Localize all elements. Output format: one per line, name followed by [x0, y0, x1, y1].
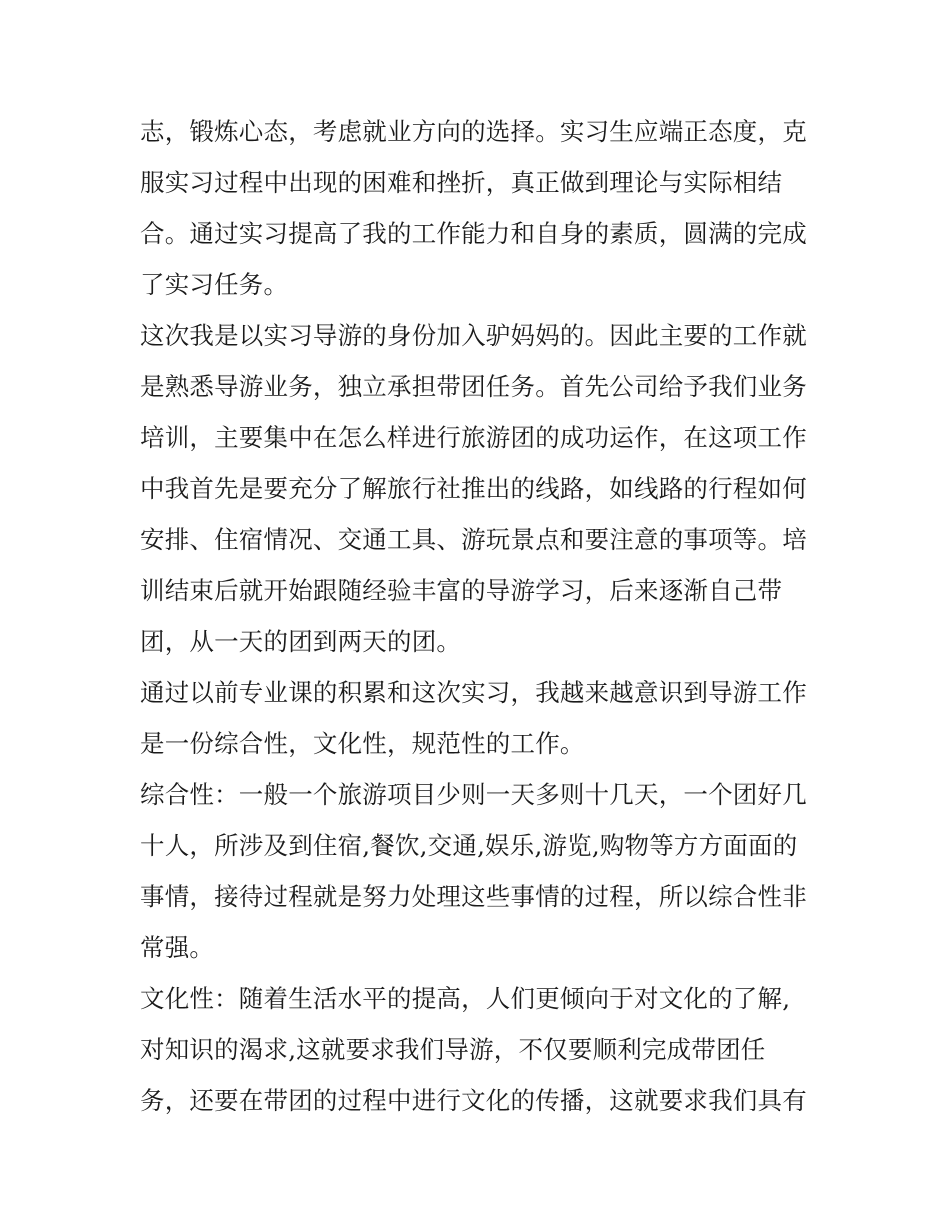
text-line: 服实习过程中出现的困难和挫折，真正做到理论与实际相结: [140, 168, 783, 197]
text-line: 是熟悉导游业务，独立承担带团任务。首先公司给予我们业务: [140, 372, 807, 401]
document-body: [140, 106, 830, 1126]
text-line: 常强。: [140, 933, 215, 962]
text-line: 对知识的渴求,这就要求我们导游，不仅要顺利完成带团任: [140, 1035, 766, 1064]
text-line: 团，从一天的团到两天的团。: [140, 627, 462, 656]
text-line: 事情，接待过程就是努力处理这些事情的过程，所以综合性非: [140, 882, 807, 911]
text-line: 志，锻炼心态，考虑就业方向的选择。实习生应端正态度，克: [140, 117, 807, 146]
text-line: 这次我是以实习导游的身份加入驴妈妈的。因此主要的工作就: [140, 321, 807, 350]
text-line: 文化性：随着生活水平的提高，人们更倾向于对文化的了解,: [140, 984, 791, 1013]
text-line: 务，还要在带团的过程中进行文化的传播，这就要求我们具有: [140, 1086, 807, 1115]
text-line: 通过以前专业课的积累和这次实习，我越来越意识到导游工作: [140, 678, 807, 707]
text-line: 十人，所涉及到住宿,餐饮,交通,娱乐,游览,购物等方方面面的: [140, 831, 798, 860]
text-line: 是一份综合性，文化性，规范性的工作。: [140, 729, 585, 758]
text-line: 培训，主要集中在怎么样进行旅游团的成功运作，在这项工作: [140, 423, 807, 452]
text-line: 综合性：一般一个旅游项目少则一天多则十几天，一个团好几: [140, 780, 807, 809]
text-line: 安排、住宿情况、交通工具、游玩景点和要注意的事项等。培: [140, 525, 807, 554]
text-line: 了实习任务。: [140, 270, 289, 299]
text-line: 训结束后就开始跟随经验丰富的导游学习，后来逐渐自己带: [140, 576, 783, 605]
text-line: 中我首先是要充分了解旅行社推出的线路，如线路的行程如何: [140, 474, 807, 503]
text-line: 合。通过实习提高了我的工作能力和自身的素质，圆满的完成: [140, 219, 807, 248]
